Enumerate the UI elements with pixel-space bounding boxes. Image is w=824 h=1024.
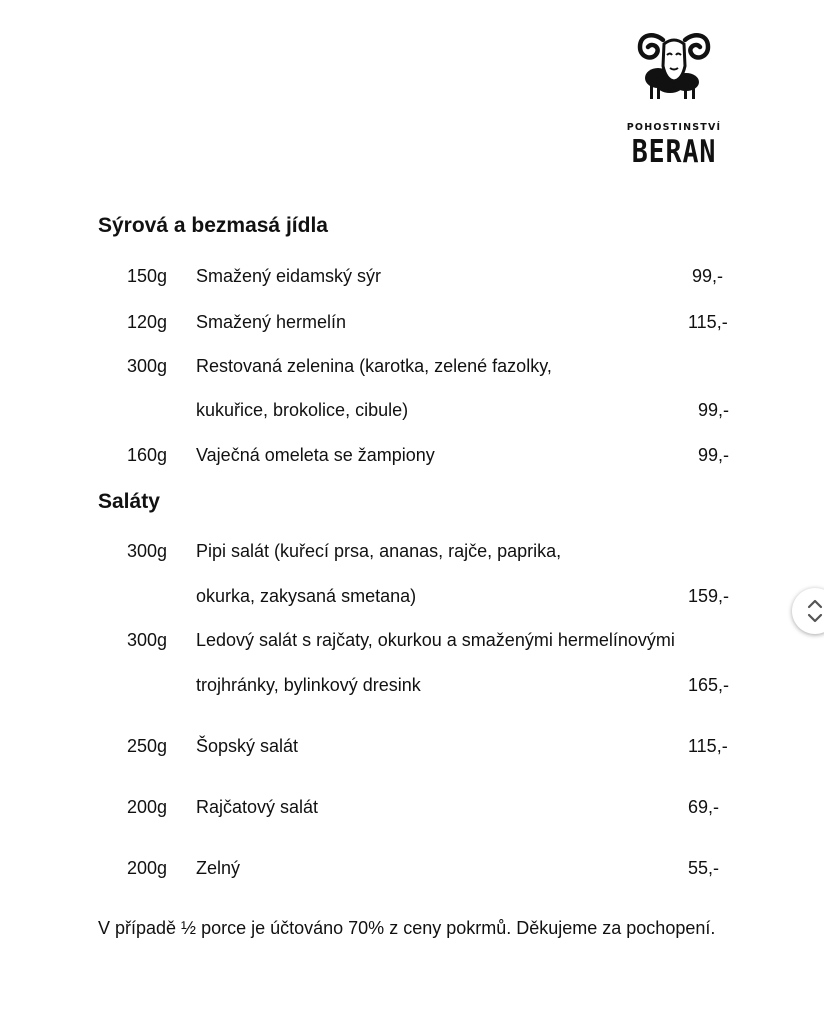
item-weight: 120g — [127, 312, 168, 332]
item-name-line1: Ledový salát s rajčaty, okurkou a smaženými hermelínovými — [196, 630, 675, 650]
item-price: 115,- — [688, 312, 728, 332]
item-weight: 160g — [127, 445, 168, 465]
chevron-up-down-icon — [805, 597, 824, 625]
item-name: Vaječná omeleta se žampiony — [196, 445, 435, 465]
item-price: 165,- — [688, 675, 730, 695]
footer-note: V případě ½ porce je účtováno 70% z ceny pokrmů. Děkujeme za pochopení. — [98, 918, 716, 938]
logo — [612, 30, 736, 170]
item-weight: 300g — [127, 541, 168, 561]
item-price: 159,- — [688, 586, 730, 606]
scroll-control-button[interactable] — [792, 588, 824, 634]
item-name: Zelný — [196, 858, 241, 878]
item-name-line2: okurka, zakysaná smetana) — [196, 586, 417, 606]
item-name-line2: kukuřice, brokolice, cibule) — [196, 400, 409, 420]
item-price: 55,- — [688, 858, 720, 878]
item-weight: 300g — [127, 356, 168, 376]
item-name-line1: Restovaná zelenina (karotka, zelené fazolky, — [196, 356, 552, 376]
item-price: 99,- — [698, 445, 730, 465]
item-name-line1: Pipi salát (kuřecí prsa, ananas, rajče, paprika, — [196, 541, 562, 561]
logo-subtitle: POHOSTINSTVÍ — [626, 122, 722, 133]
item-weight: 200g — [127, 797, 168, 817]
item-price: 99,- — [698, 400, 730, 420]
item-name-line2: trojhránky, bylinkový dresink — [196, 675, 421, 695]
section-title-cheese: Sýrová a bezmasá jídla — [98, 214, 328, 237]
item-price: 99,- — [692, 266, 724, 286]
item-weight: 150g — [127, 266, 168, 286]
logo-name: BERAN — [631, 134, 717, 170]
item-name: Smažený eidamský sýr — [196, 266, 382, 286]
item-name: Šopský salát — [196, 736, 299, 756]
item-name: Rajčatový salát — [196, 797, 319, 817]
item-price: 115,- — [688, 736, 728, 756]
item-weight: 200g — [127, 858, 168, 878]
item-price: 69,- — [688, 797, 720, 817]
item-weight: 300g — [127, 630, 168, 650]
item-name: Smažený hermelín — [196, 312, 347, 332]
item-weight: 250g — [127, 736, 168, 756]
section-title-salads: Saláty — [98, 490, 160, 513]
ram-icon — [636, 30, 712, 102]
